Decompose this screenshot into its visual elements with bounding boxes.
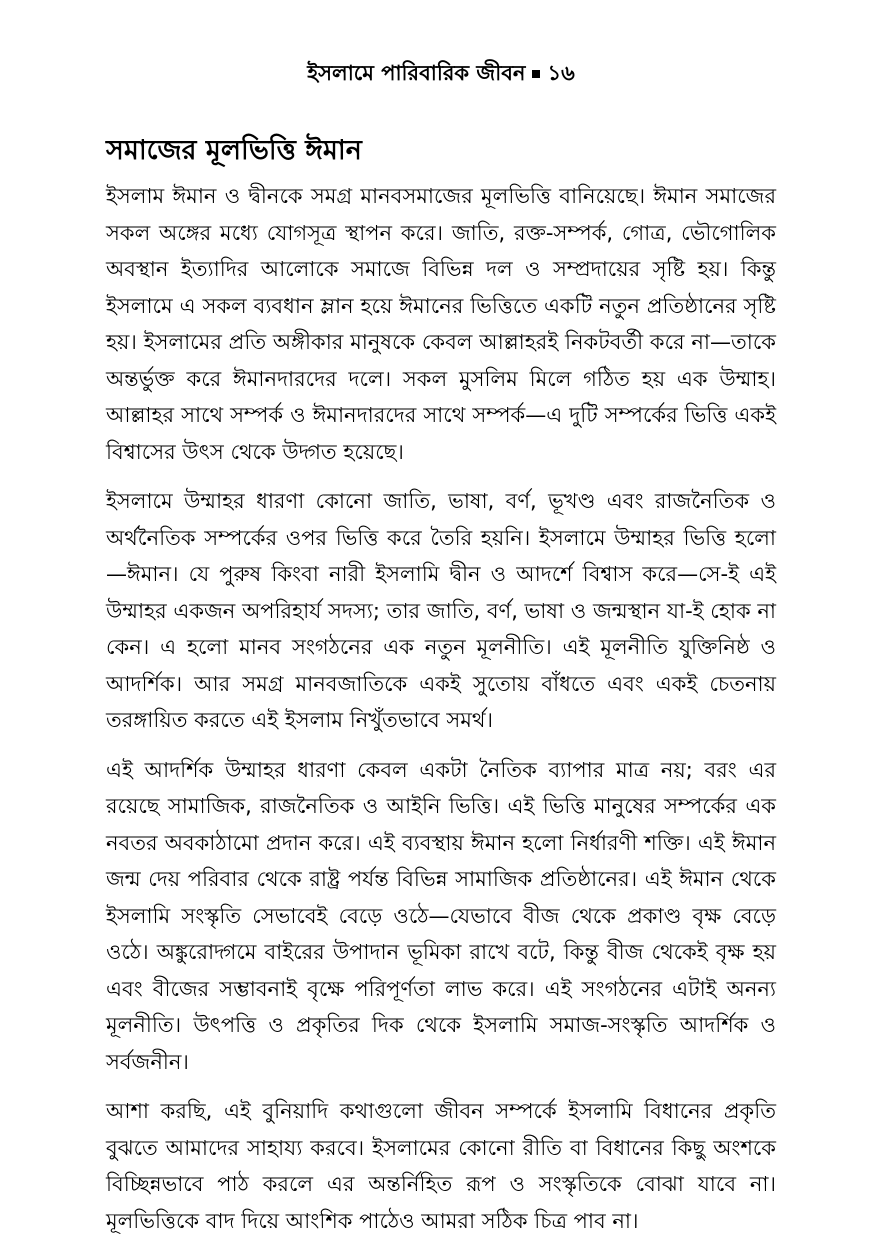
- paragraph-3: এই আদর্শিক উম্মাহর ধারণা কেবল একটা নৈতিক ব্যাপার মাত্র নয়; বরং এর রয়েছে সামাজিক, রাজনৈতিক ও আইনি ভিত্তি। এই ভিত্তি মানুষের সম্পর্কের এক নবতর অবকাঠামো প্রদান করে। এই ব্যবস্থায় ঈমান হলো নির্ধারণী শক্তি। এই ঈমান জন্ম দেয় পরিবার থেকে রাষ্ট্র পর্যন্ত বিভিন্ন সামাজিক প্রতিষ্ঠানের। এই ঈমান থেকে ইসলামি সংস্কৃতি সেভাবেই বেড়ে ওঠে—যেভাবে বীজ থেকে প্রকাণ্ড বৃক্ষ বেড়ে ওঠে। অঙ্কুরোদ্গমে বাইরের উপাদান ভূমিকা রাখে বটে, কিন্তু বীজ থেকেই বৃক্ষ হয় এবং বীজের সম্ভাবনাই বৃক্ষে পরিপূর্ণতা লাভ করে। এই সংগঠনের এটাই অনন্য মূলনীতি। উৎপত্তি ও প্রকৃতির দিক থেকে ইসলামি সমাজ-সংস্কৃতি আদর্শিক ও সর্বজনীন।: [106, 757, 776, 1074]
- paragraph-4: আশা করছি, এই বুনিয়াদি কথাগুলো জীবন সম্পর্কে ইসলামি বিধানের প্রকৃতি বুঝতে আমাদের সাহায্য করবে। ইসলামের কোনো রীতি বা বিধানের কিছু অংশকে বিচ্ছিন্নভাবে পাঠ করলে এর অন্তর্নিহিত রূপ ও সংস্কৃতিকে বোঝা যাবে না। মূলভিত্তিকে বাদ দিয়ে আংশিক পাঠেও আমরা সঠিক চিত্র পাব না।: [106, 1099, 776, 1233]
- section-title: সমাজের মূলভিত্তি ঈমান: [106, 135, 362, 166]
- header-separator-square: [532, 70, 540, 78]
- running-header: [106, 58, 776, 88]
- page-number: ১৬: [547, 61, 575, 85]
- running-title: ইসলামে পারিবারিক জীবন: [307, 61, 526, 85]
- body-text: [106, 178, 776, 1252]
- paragraph-2: ইসলামে উম্মাহর ধারণা কোনো জাতি, ভাষা, বর্ণ, ভূখণ্ড এবং রাজনৈতিক ও অর্থনৈতিক সম্পর্কের ওপর ভিত্তি করে তৈরি হয়নি। ইসলামে উম্মাহর ভিত্তি হলো—ঈমান। যে পুরুষ কিংবা নারী ইসলামি দ্বীন ও আদর্শে বিশ্বাস করে—সে-ই এই উম্মাহর একজন অপরিহার্য সদস্য; তার জাতি, বর্ণ, ভাষা ও জন্মস্থান যা-ই হোক না কেন। এ হলো মানব সংগঠনের এক নতুন মূলনীতি। এই মূলনীতি যুক্তিনিষ্ঠ ও আদর্শিক। আর সমগ্র মানবজাতিকে একই সুতোয় বাঁধতে এবং একই চেতনায় তরঙ্গায়িত করতে এই ইসলাম নিখুঁতভাবে সমর্থ।: [106, 489, 776, 732]
- paragraph-1: ইসলাম ঈমান ও দ্বীনকে সমগ্র মানবসমাজের মূলভিত্তি বানিয়েছে। ঈমান সমাজের সকল অঙ্গের মধ্যে যোগসূত্র স্থাপন করে। জাতি, রক্ত-সম্পর্ক, গোত্র, ভৌগোলিক অবস্থান ইত্যাদির আলোকে সমাজে বিভিন্ন দল ও সম্প্রদায়ের সৃষ্টি হয়। কিন্তু ইসলামে এ সকল ব্যবধান ম্লান হয়ে ঈমানের ভিত্তিতে একটি নতুন প্রতিষ্ঠানের সৃষ্টি হয়। ইসলামের প্রতি অঙ্গীকার মানুষকে কেবল আল্লাহরই নিকটবর্তী করে না—তাকে অন্তর্ভুক্ত করে ঈমানদারদের দলে। সকল মুসলিম মিলে গঠিত হয় এক উম্মাহ। আল্লাহর সাথে সম্পর্ক ও ঈমানদারদের সাথে সম্পর্ক—এ দুটি সম্পর্কের ভিত্তি একই বিশ্বাসের উৎস থেকে উদ্গত হয়েছে।: [106, 184, 776, 464]
